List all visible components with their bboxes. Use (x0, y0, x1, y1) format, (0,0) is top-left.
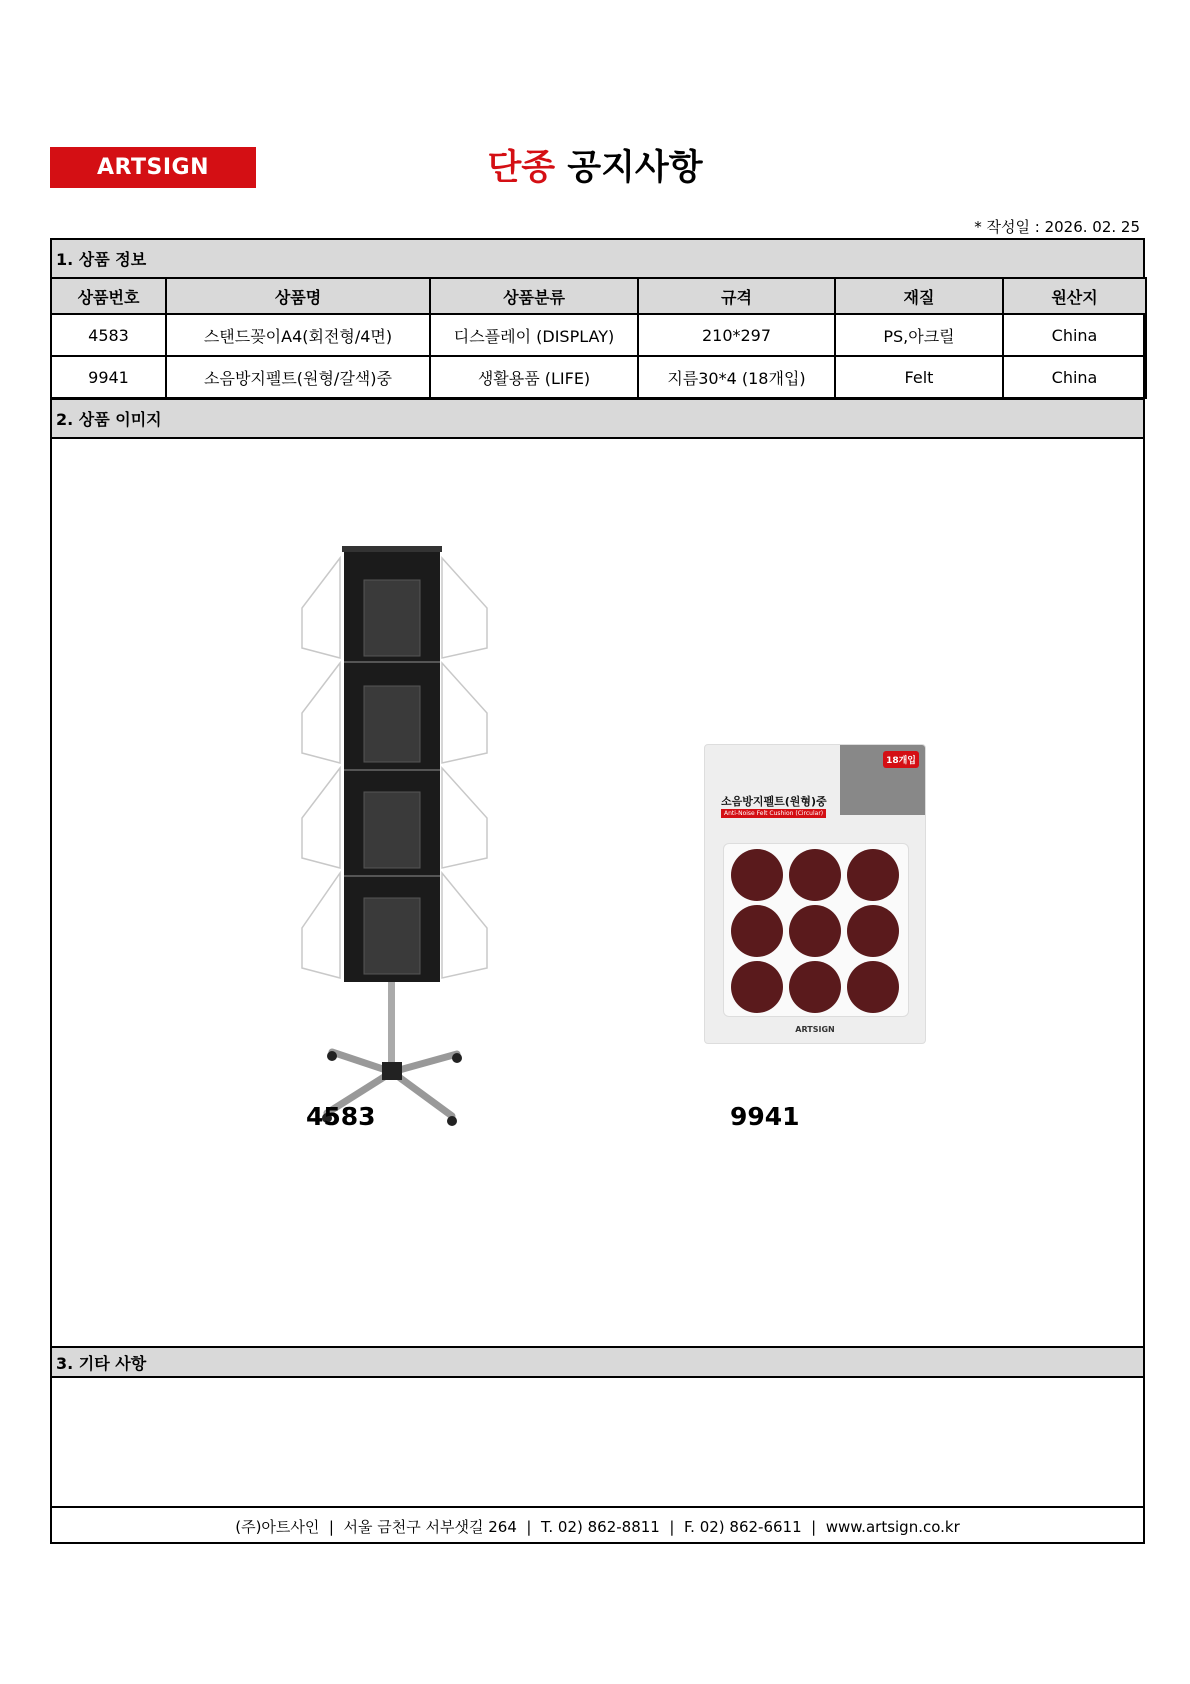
table-row (51, 356, 1146, 398)
section2-heading: 2. 상품 이미지 (50, 398, 1145, 439)
table-cell: 지름30*4 (18개입) (638, 356, 835, 398)
product-code-9941: 9941 (730, 1102, 800, 1131)
table-cell: PS,아크릴 (835, 314, 1003, 356)
footer: (주)아트사인 | 서울 금천구 서부샛길 264 | T. 02) 862-8811 | F. 02) 862-6611 | www.artsign.co.kr (50, 1506, 1145, 1544)
package-badge: 18개입 (883, 751, 919, 768)
table-cell: China (1003, 314, 1146, 356)
table-cell: China (1003, 356, 1146, 398)
title-accent: 단종 (487, 148, 556, 188)
package-subtitle: Anti-Noise Felt Cushion (Circular) (721, 809, 826, 818)
felt-pads (729, 849, 901, 1013)
section1-heading: 1. 상품 정보 (50, 238, 1145, 279)
col-header: 상품분류 (430, 278, 638, 314)
section3-heading: 3. 기타 사항 (50, 1346, 1145, 1378)
title-rest: 공지사항 (567, 148, 703, 188)
table-cell: 생활용품 (LIFE) (430, 356, 638, 398)
col-header: 상품번호 (51, 278, 166, 314)
col-header: 원산지 (1003, 278, 1146, 314)
page-title (0, 140, 1190, 190)
artsign-logo: ARTSIGN (50, 147, 256, 188)
notes-area (50, 1378, 1145, 1506)
table-cell: Felt (835, 356, 1003, 398)
product-code-4583: 4583 (306, 1102, 376, 1131)
table-header-row (51, 278, 1146, 314)
package-brand: ARTSIGN (795, 1025, 835, 1034)
col-header: 상품명 (166, 278, 430, 314)
product-image-4583 (282, 538, 512, 1138)
table-cell: 4583 (51, 314, 166, 356)
table-cell: 9941 (51, 356, 166, 398)
product-image-9941 (704, 744, 926, 1044)
table-cell: 소음방지펠트(원형/갈색)중 (166, 356, 430, 398)
table-row (51, 314, 1146, 356)
table-cell: 210*297 (638, 314, 835, 356)
table-cell: 스탠드꽂이A4(회전형/4면) (166, 314, 430, 356)
product-info-table (50, 277, 1147, 399)
package-title: 소음방지펠트(원형)중 (721, 795, 827, 808)
col-header: 규격 (638, 278, 835, 314)
created-date: * 작성일 : 2026. 02. 25 (974, 218, 1140, 236)
col-header: 재질 (835, 278, 1003, 314)
table-cell: 디스플레이 (DISPLAY) (430, 314, 638, 356)
product-image-area (50, 438, 1145, 1348)
